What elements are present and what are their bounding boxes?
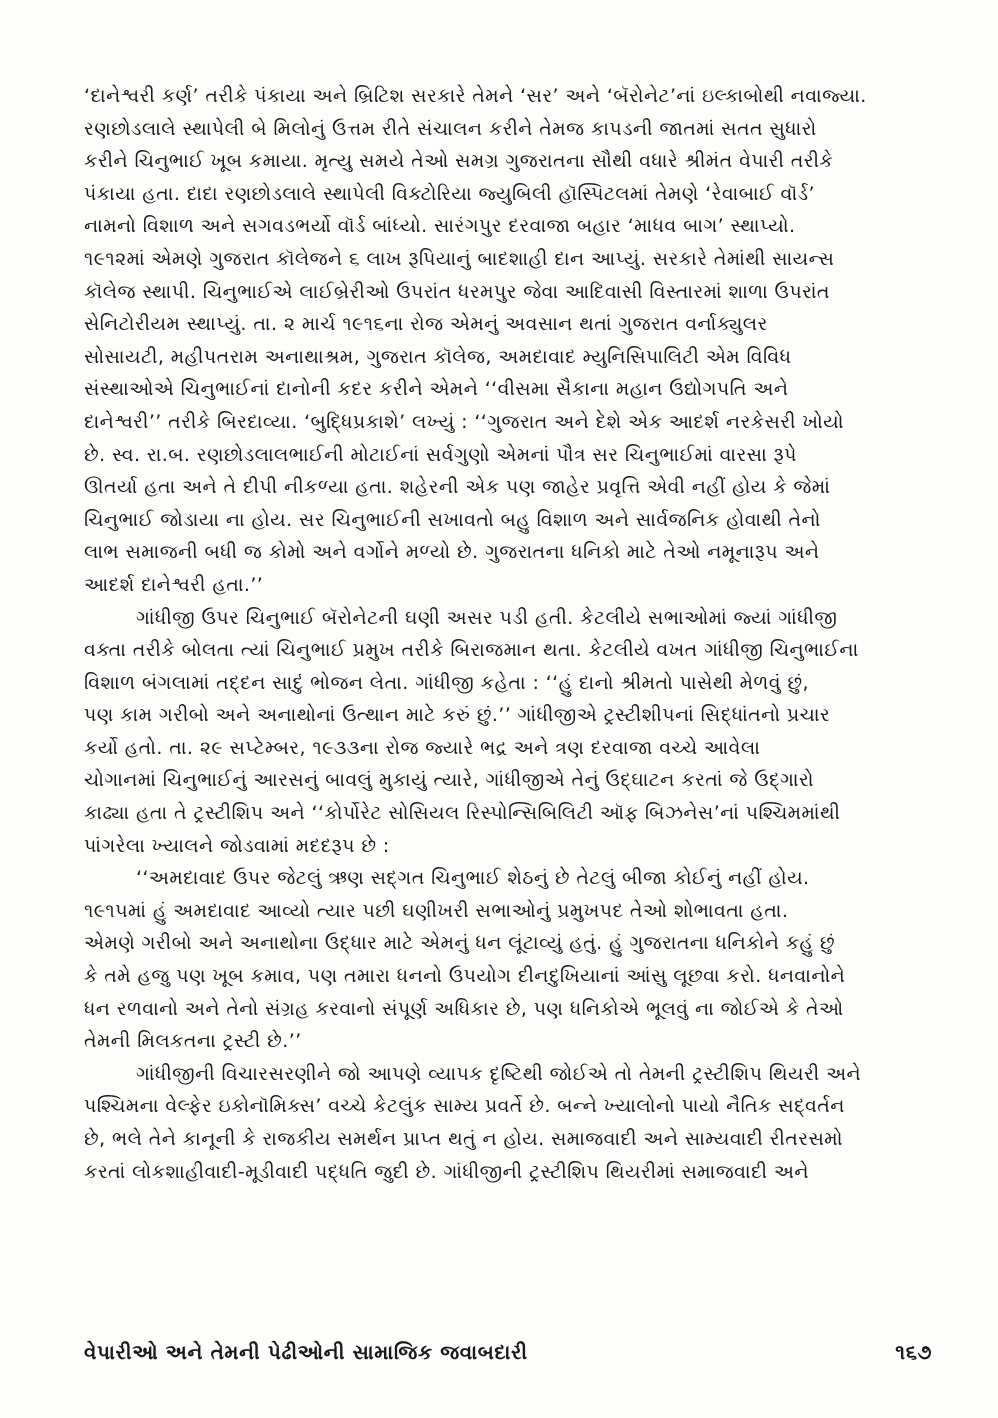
text-line: પણ કામ ગરીબો અને અનાથોનાં ઉત્થાન માટે કરું છું.’’ ગાંધીજીએ ટ્રસ્ટીશીપનાં સિદ્ધાંતનો પ્રચાર	[84, 704, 831, 727]
paragraph	[84, 602, 924, 863]
paragraph	[84, 80, 924, 602]
page-number: ૧૬૭	[895, 1340, 932, 1364]
text-line: એમણે ગરીબો અને અનાથોના ઉદ્ધાર માટે એમનું ધન લૂંટાવ્યું હતું. હું ગુજરાતના ધનિકોને કહું છું	[84, 932, 835, 955]
text-line: ધન રળવાનો અને તેનો સંગ્રહ કરવાનો સંપૂર્ણ અધિકાર છે, પણ ધનિકોએ ભૂલવું ના જોઈએ કે તેઓ	[84, 997, 844, 1020]
text-line: સેનિટોરીયમ સ્થાપ્યું. તા. ૨ માર્ચ ૧૯૧૬ના રોજ એમનું અવસાન થતાં ગુજરાત વર્નાક્યુલર	[84, 313, 768, 336]
text-line: લાભ સમાજની બધી જ કોમો અને વર્ગોને મળ્યો છે. ગુજરાતના ધનિકો માટે તેઓ નમૂનારૂપ અને	[84, 541, 820, 564]
text-line: કર્યો હતો. તા. ૨૯ સપ્ટેમ્બર, ૧૯૩૩ના રોજ જ્યારે ભદ્ર અને ત્રણ દરવાજા વચ્ચે આવેલા	[84, 736, 761, 759]
text-line: દાનેશ્વરી’’ તરીકે બિરદાવ્યા. ‘બુદ્ધિપ્રકાશે’ લખ્યું : ‘‘ગુજરાત અને દેશે એક આદર્શ નરકેસરી ખોયો	[84, 410, 844, 433]
text-line: છે, ભલે તેને કાનૂની કે રાજકીય સમર્થન પ્રાપ્ત થતું ન હોય. સમાજવાદી અને સામ્યવાદી રીતરસમો	[84, 1128, 843, 1150]
text-line: છે. સ્વ. રા.બ. રણછોડલાલભાઈની મોટાઈનાં સર્વગુણો એમનાં પૌત્ર સર ચિનુભાઈમાં વારસા રૂપે	[84, 443, 797, 466]
text-line: ચિનુભાઈ જોડાયા ના હોય. સર ચિનુભાઈની સખાવતો બહુ વિશાળ અને સાર્વજનિક હોવાથી તેનો	[84, 508, 821, 531]
text-line: ઊતર્યા હતા અને તે દીપી નીકળ્યા હતા. શહેરની એક પણ જાહેર પ્રવૃત્તિ એવી નહીં હોય કે જેમાં	[84, 476, 831, 499]
text-line: તેમની મિલકતના ટ્રસ્ટી છે.’’	[84, 1030, 302, 1053]
text-line: પશ્ચિમના વેલ્ફેર ઇકોનૉમિક્સ’ વચ્ચે કેટલુંક સામ્ય પ્રવર્તે છે. બન્ને ખ્યાલોનો પાયો નૈતિક સદ્‌વર્તન	[84, 1095, 845, 1118]
text-line: ગાંધીજીની વિચારસરણીને જો આપણે વ્યાપક દૃષ્ટિથી જોઈએ તો તેમની ટ્રસ્ટીશિપ થિયરી અને	[136, 1062, 862, 1085]
text-line: કરીને ચિનુભાઈ ખૂબ કમાયા. મૃત્યુ સમયે તેઓ સમગ્ર ગુજરાતના સૌથી વધારે શ્રીમંત વેપારી તરીકે	[84, 150, 834, 173]
paragraph	[84, 1058, 924, 1188]
text-line: રણછોડલાલે સ્થાપેલી બે મિલોનું ઉત્તમ રીતે સંચાલન કરીને તેમજ કાપડની જાતમાં સતત સુધારો	[84, 117, 817, 140]
text-line: સંસ્થાઓએ ચિનુભાઈનાં દાનોની કદર કરીને એમને ‘‘વીસમા સૈકાના મહાન ઉદ્યોગપતિ અને	[84, 378, 789, 401]
text-line: આદર્શ દાનેશ્વરી હતા.’’	[84, 573, 264, 596]
text-line: નામનો વિશાળ અને સગવડભર્યો વૉર્ડ બાંધ્યો. સારંગપુર દરવાજા બહાર ‘માધવ બાગ’ સ્થાપ્યો.	[84, 215, 796, 238]
text-line: ૧૯૧૫માં હું અમદાવાદ આવ્યો ત્યાર પછી ઘણીખરી સભાઓનું પ્રમુખપદ તેઓ શોભાવતા હતા.	[84, 899, 789, 922]
text-line: કાઢ્યા હતા તે ટ્રસ્ટીશિપ અને ‘‘કોર્પોરેટ સોસિયલ રિસ્પોન્સિબિલિટી ઑફ બિઝનેસ’નાં પશ્ચિમમાંથી	[84, 802, 841, 825]
paragraph	[84, 862, 924, 1058]
text-line: કરતાં લોકશાહીવાદી-મૂડીવાદી પદ્ધતિ જુદી છે. ગાંધીજીની ટ્રસ્ટીશિપ થિયરીમાં સમાજવાદી અને	[84, 1160, 809, 1183]
running-footer-title: વેપારીઓ અને તેમની પેઢીઓની સામાજિક જવાબદારી	[84, 1340, 528, 1364]
text-line: કે તમે હજુ પણ ખૂબ કમાવ, પણ તમારા ધનનો ઉપયોગ દીનદુખિયાનાં આંસુ લૂછવા કરો. ધનવાનોને	[84, 965, 846, 988]
text-line: વક્તા તરીકે બોલતા ત્યાં ચિનુભાઈ પ્રમુખ તરીકે બિરાજમાન થતા. કેટલીયે વખત ગાંધીજી ચિનુભાઈના	[84, 639, 859, 662]
text-line: ચોગાનમાં ચિનુભાઈનું આરસનું બાવલું મુકાયું ત્યારે, ગાંધીજીએ તેનું ઉદ્‌ઘાટન કરતાં જે ઉદ્‌ગારો	[84, 769, 814, 792]
text-line: ૧૯૧૨માં એમણે ગુજરાત કૉલેજને ૬ લાખ રૂપિયાનું બાદશાહી દાન આપ્યું. સરકારે તેમાંથી સાયન્સ	[84, 247, 835, 270]
text-line: ‘‘અમદાવાદ ઉપર જેટલું ઋણ સદ્‌ગત ચિનુભાઈ શેઠનું છે તેટલું બીજા કોઈનું નહીં હોય.	[136, 867, 810, 890]
page-footer	[84, 1340, 932, 1376]
text-line: ‘દાનેશ્વરી કર્ણ’ તરીકે પંકાયા અને બ્રિટિશ સરકારે તેમને ‘સર’ અને ‘બૅરોનેટ’નાં ઇલ્કાબોથી નવાજ્યા.	[84, 85, 867, 107]
text-line: ગાંધીજી ઉપર ચિનુભાઈ બૅરોનેટની ઘણી અસર પડી હતી. કેટલીયે સભાઓમાં જ્યાં ગાંધીજી	[136, 606, 838, 629]
text-line: પંકાયા હતા. દાદા રણછોડલાલે સ્થાપેલી વિક્ટોરિયા જ્યુબિલી હૉસ્પિટલમાં તેમણે ‘રેવાબાઈ વૉર્ડ’	[84, 182, 815, 205]
text-line: પાંગરેલા ખ્યાલને જોડવામાં મદદરૂપ છે :	[84, 834, 390, 857]
text-line: વિશાળ બંગલામાં તદ્દન સાદું ભોજન લેતા. ગાંધીજી કહેતા : ‘‘હું દાનો શ્રીમતો પાસેથી મેળવું છું,	[84, 671, 809, 694]
text-line: કૉલેજ સ્થાપી. ચિનુભાઈએ લાઈબ્રેરીઓ ઉપરાંત ધરમપુર જેવા આદિવાસી વિસ્તારમાં શાળા ઉપરાંત	[84, 280, 830, 303]
text-line: સોસાયટી, મહીપતરામ અનાથાશ્રમ, ગુજરાત કૉલેજ, અમદાવાદ મ્યુનિસિપાલિટી એમ વિવિધ	[84, 345, 792, 368]
body-text	[84, 80, 924, 1188]
